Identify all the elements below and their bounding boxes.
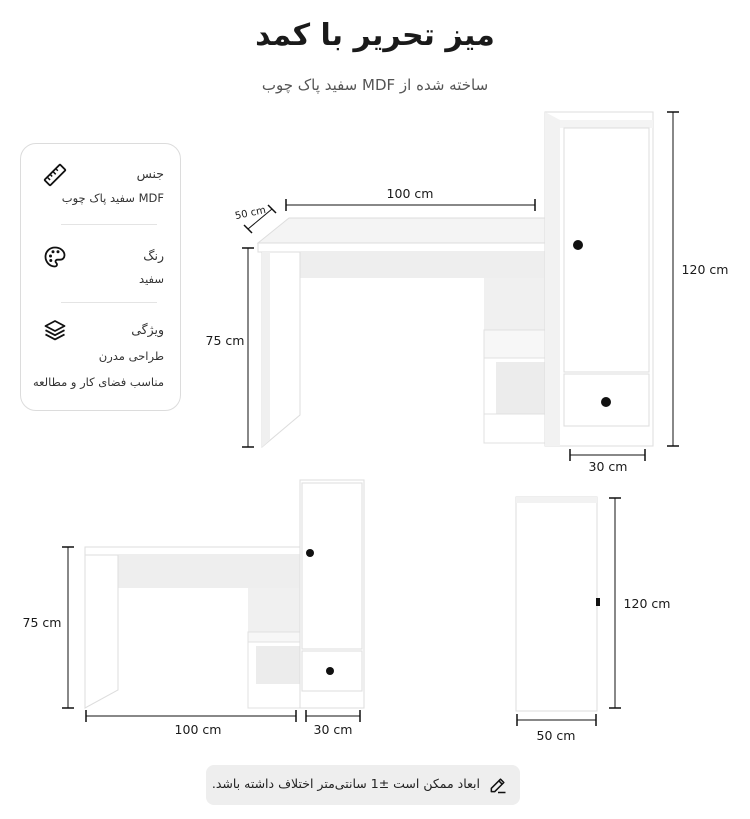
side-height-label: 120 cm <box>623 596 671 611</box>
page-subtitle: ساخته شده از MDF سفید پاک چوب <box>261 76 489 94</box>
main-cabinet-width-label: 30 cm <box>588 459 628 474</box>
note-bar <box>206 765 520 805</box>
knob <box>573 240 583 250</box>
front-height-label: 75 cm <box>22 615 62 630</box>
knob <box>306 549 314 557</box>
main-cabinet-height-label: 120 cm <box>681 262 729 277</box>
spec-material-label: جنس <box>136 166 164 181</box>
spec-material-value: MDF سفید پاک چوب <box>61 191 164 205</box>
front-desk-width-label: 100 cm <box>174 722 222 737</box>
main-depth-label: 50 cm <box>234 204 267 223</box>
spec-color-label: رنگ <box>143 248 164 263</box>
main-height-label: 75 cm <box>205 333 245 348</box>
knob <box>596 598 600 606</box>
page-title: میز تحریر با کمد <box>255 18 495 53</box>
spec-color-value: سفید <box>139 272 164 286</box>
front-cabinet-width-label: 30 cm <box>313 722 353 737</box>
knob <box>326 667 334 675</box>
spec-features-value-2: مناسب فضای کار و مطالعه <box>32 375 164 389</box>
spec-features-label: ویژگی <box>131 322 164 337</box>
main-perspective-view <box>206 112 729 474</box>
note-text: ابعاد ممکن است ±1 سانتی‌متر اختلاف داشته باشد. <box>211 776 480 791</box>
side-depth-label: 50 cm <box>536 728 576 743</box>
main-width-label: 100 cm <box>386 186 434 201</box>
edit-icon <box>488 775 508 795</box>
knob <box>601 397 611 407</box>
side-view <box>516 497 670 743</box>
spec-features-value-1: طراحی مدرن <box>98 349 164 363</box>
front-view <box>23 480 364 737</box>
